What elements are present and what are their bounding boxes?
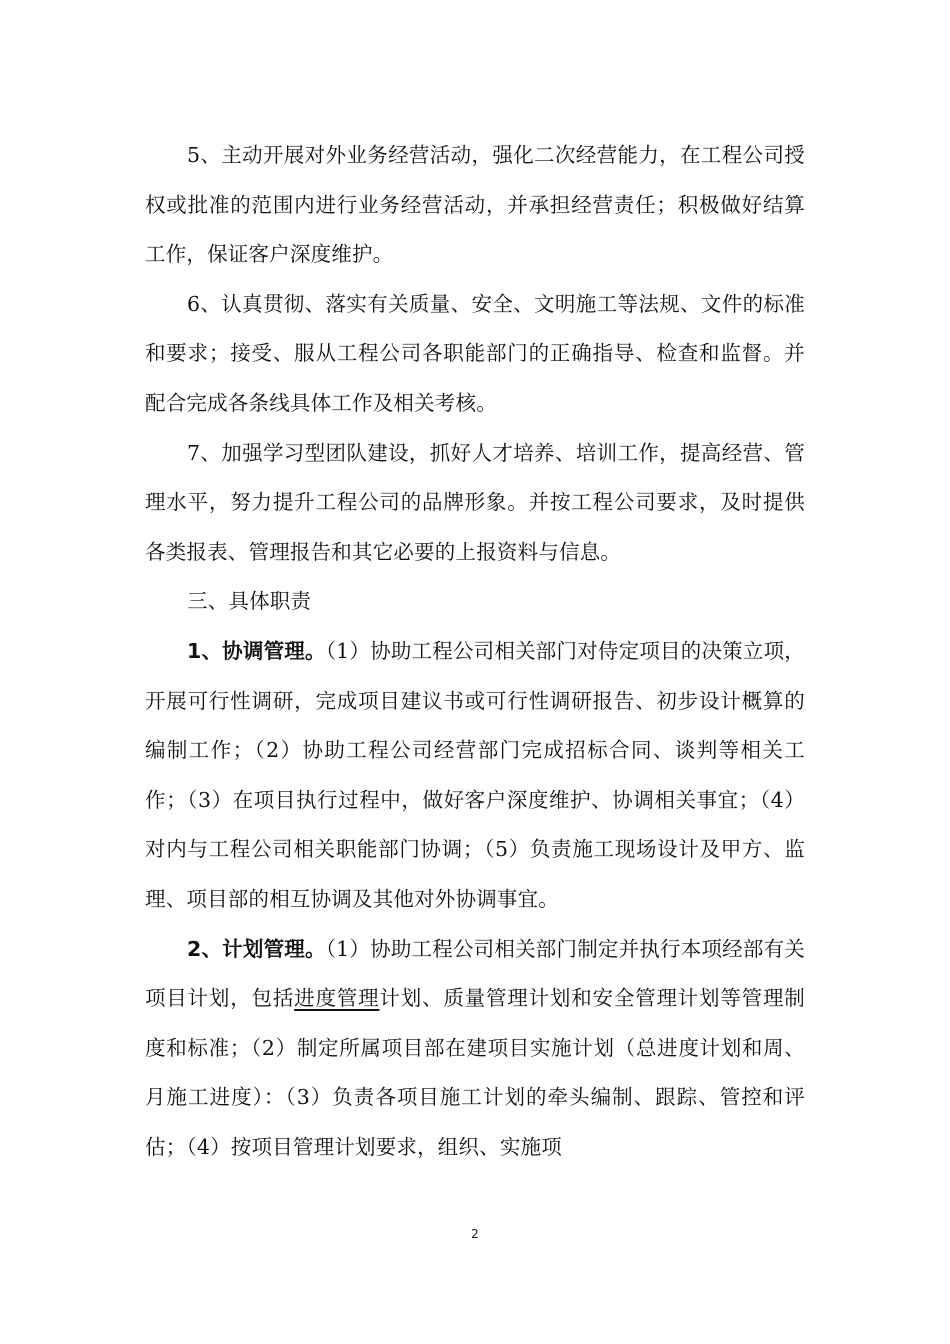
duty-2-body-end: 计划、质量管理计划和安全管理计划等管理制度和标准；（2）制定所属项目部在建项目实施计划（总进度计划和周、月施工进度）：（3）负责各项目施工计划的牵头编制、跟踪、管控和评估；（4）按项目管理计划要求，组织、实施项 (145, 986, 805, 1159)
duty-2-paragraph (145, 925, 805, 1173)
paragraph-6: 6、认真贯彻、落实有关质量、安全、文明施工等法规、文件的标准和要求；接受、服从工程公司各职能部门的正确指导、检查和监督。并配合完成各条线具体工作及相关考核。 (145, 291, 805, 415)
paragraph-7: 7、加强学习型团队建设，抓好人才培养、培训工作，提高经营、管理水平，努力提升工程公司的品牌形象。并按工程公司要求，及时提供各类报表、管理报告和其它必要的上报资料与信息。 (145, 440, 805, 564)
duty-2-body-start: （1）协助工程公司相关部门制定并执行本项经部有关项目计划，包括 (145, 936, 805, 1011)
duty-1-body: （1）协助工程公司相关部门对侍定项目的决策立项，开展可行性调研，完成项目建议书或可行性调研报告、初步设计概算的编制工作；（2）协助工程公司经营部门完成招标合同、谈判等相关工作；（3）在项目执行过程中，做好客户深度维护、协调相关事宜；（4）对内与工程公司相关职能部门协调；（5）负责施工现场设计及甲方、监理、项目部的相互协调及其他对外协调事宜。 (145, 638, 805, 911)
duty-1-paragraph (145, 627, 805, 925)
duty-1-heading: 1、协调管理。 (187, 638, 326, 663)
page-number: 2 (471, 1227, 479, 1241)
document-body (145, 131, 805, 1172)
progress-management-link[interactable]: 进度管理 (294, 986, 380, 1011)
section-heading-3: 三、具体职责 (187, 589, 312, 614)
duty-2-heading: 2、计划管理。 (187, 936, 326, 961)
paragraph-5: 5、主动开展对外业务经营活动，强化二次经营能力，在工程公司授权或批准的范围内进行业务经营活动，并承担经营责任；积极做好结算工作，保证客户深度维护。 (145, 143, 805, 267)
